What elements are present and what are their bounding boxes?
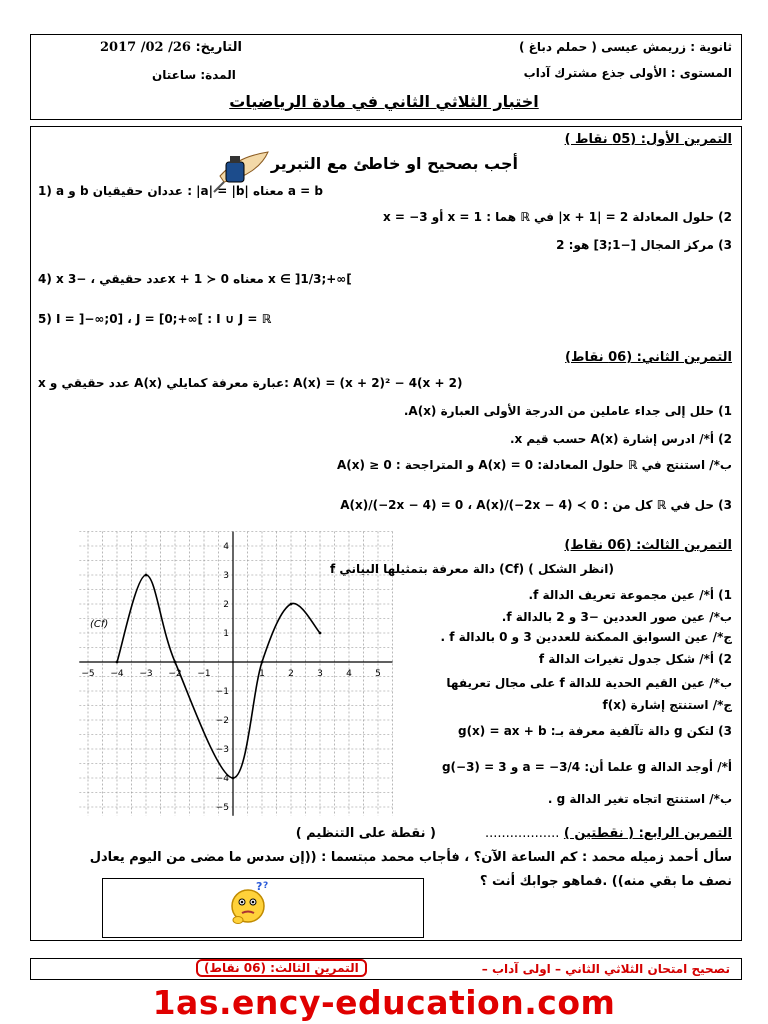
x-tick-label: 5: [375, 669, 381, 679]
ex2-item-4: 3) حل في ℝ كل من : A(x)/(−2x − 4) = 0 ، A(x)/(−2x − 4) ≺ 0: [340, 498, 732, 512]
ex3-item-2: ب*/ عين صور العددين −3 و 2 بالدالة f.: [501, 610, 732, 624]
x-tick-label: 2: [288, 669, 294, 679]
date-row: [100, 40, 242, 55]
ex4-title: التمرين الرابع: ( نقطتين ): [563, 826, 732, 841]
y-tick-label: −1: [215, 687, 229, 697]
ex3-title: التمرين الثالث: (06 نقاط): [564, 538, 732, 553]
curve-point: [145, 574, 148, 577]
y-tick-label: −2: [215, 716, 229, 726]
ex1-item-4: 4) x عدد حقيقي ، −3x + 1 ≻ 0 معناه x ∈ ]1/3;+∞[: [38, 272, 352, 286]
y-tick-label: −5: [215, 803, 229, 813]
y-tick-label: −4: [215, 774, 229, 784]
ex3-item-7: 3) لتكن g دالة تآلفية معرفة بـ: g(x) = ax + b: [457, 724, 732, 738]
y-tick-label: 1: [223, 629, 229, 639]
x-tick-label: 4: [346, 669, 352, 679]
curve-point: [319, 632, 322, 635]
ex4-line-2: نصف ما بقي منه)) .فماهو جوابك أنت ؟: [479, 874, 732, 889]
svg-text:?: ?: [256, 880, 263, 893]
x-tick-label: −2: [168, 669, 182, 679]
ex4-dots: ..................: [485, 826, 560, 841]
curve-point: [290, 603, 293, 606]
curve-point: [261, 661, 264, 664]
x-tick-label: 3: [317, 669, 323, 679]
ex2-item-2: 2) أ*/ ادرس إشارة A(x) حسب قيم x.: [509, 432, 732, 446]
exam-title: اختبار الثلاثي الثاني في مادة الرياضيات: [229, 92, 539, 111]
ex2-intro: x عدد حقيقي و A(x) عبارة معرفة كمايلي: A(x) = (x + 2)² − 4(x + 2): [38, 376, 463, 390]
ex1-item-1: 1) a و b عددان حقيقيان : |a| = |b| معناه a = b: [38, 184, 323, 198]
curve-point: [232, 777, 235, 780]
ex1-instruction: أجب بصحيح او خاطئ مع التبرير: [270, 154, 518, 173]
ex1-item-5: 5) I = ]−∞;0] ، J = [0;+∞[ : I ∪ J = ℝ: [38, 312, 272, 326]
y-tick-label: 2: [223, 600, 229, 610]
y-tick-label: 4: [223, 542, 229, 552]
curve-label: (Cf): [90, 619, 109, 631]
ex4-organization: ( نقطة على التنظيم ): [295, 826, 436, 841]
level-text: المستوى : الأولى جذع مشترك آداب: [523, 66, 732, 80]
footer-site-url[interactable]: 1as.ency-education.com: [152, 983, 616, 1022]
ex3-item-1: 1) أ*/ عين مجموعة تعريف الدالة f.: [528, 588, 732, 602]
curve-point: [116, 661, 119, 664]
duration-value: ساعتان: [152, 68, 197, 82]
x-tick-label: −1: [197, 669, 211, 679]
y-tick-label: 3: [223, 571, 229, 581]
school-name: ثانوية : زريمش عيسى ( حملم دباغ ): [519, 40, 732, 54]
ex2-title: التمرين الثاني: (06 نقاط): [565, 350, 732, 365]
footer-correction: تصحيح امتحان الثلاثي الثاني – اولى آداب –: [481, 962, 730, 976]
curve-point: [174, 661, 177, 664]
ex1-item-2: 2) حلول المعادلة 2 = |x + 1| في ℝ هما : x = 1 أو x = −3: [383, 210, 732, 224]
ex3-item-4: 2) أ*/ شكل جدول تغيرات الدالة f: [538, 652, 732, 666]
ex3-intro: f دالة معرفة بتمثيلها البياني (Cf) ( انظر الشكل): [330, 562, 614, 576]
date-label: التاريخ:: [195, 40, 242, 55]
ex3-item-8: أ*/ أوجد الدالة g علما أن: a = −3/4 و g(−3) = 3: [441, 760, 732, 774]
ex3-item-9: ب*/ استنتج اتجاه تغير الدالة g .: [547, 792, 732, 806]
ex1-item-3: 3) مركز المجال [−1;3] هو: 2: [556, 238, 732, 252]
duration-row: [152, 68, 236, 82]
function-graph: [36, 540, 381, 815]
x-tick-label: −3: [139, 669, 153, 679]
x-tick-label: 1: [259, 669, 265, 679]
ex4-line-1: سأل أحمد زميله محمد : كم الساعة الآن؟ ، فأجاب محمد مبتسما : ((إن سدس ما مضى من اليوم يعادل: [89, 850, 732, 865]
date-value: 2017 /02 /26: [100, 40, 191, 55]
ex3-item-3: ج*/ عين السوابق الممكنة للعددين 3 و 0 بالدالة f .: [440, 630, 732, 644]
thinking-face-icon: [226, 880, 274, 928]
ex1-title: التمرين الأول: (05 نقاط ): [564, 132, 732, 147]
ex2-item-3: ب*/ استنتج في ℝ حلول المعادلة: A(x) = 0 و المتراجحة : A(x) ≥ 0: [336, 458, 732, 472]
ex3-item-5: ب*/ عين القيم الحدية للدالة f على مجال تعريفها: [446, 676, 732, 690]
x-tick-label: −4: [110, 669, 124, 679]
x-tick-label: −5: [81, 669, 95, 679]
ex4-header-row: [296, 826, 732, 841]
ex3-item-6: ج*/ استنتج إشارة f(x): [602, 698, 732, 712]
duration-label: المدة:: [200, 68, 236, 82]
y-tick-label: −3: [215, 745, 229, 755]
ex2-item-1: 1) حلل إلى جداء عاملين من الدرجة الأولى العبارة A(x).: [403, 404, 732, 418]
svg-text:?: ?: [263, 881, 269, 891]
footer-exercise-box: التمرين الثالث: (06 نقاط): [196, 959, 367, 977]
